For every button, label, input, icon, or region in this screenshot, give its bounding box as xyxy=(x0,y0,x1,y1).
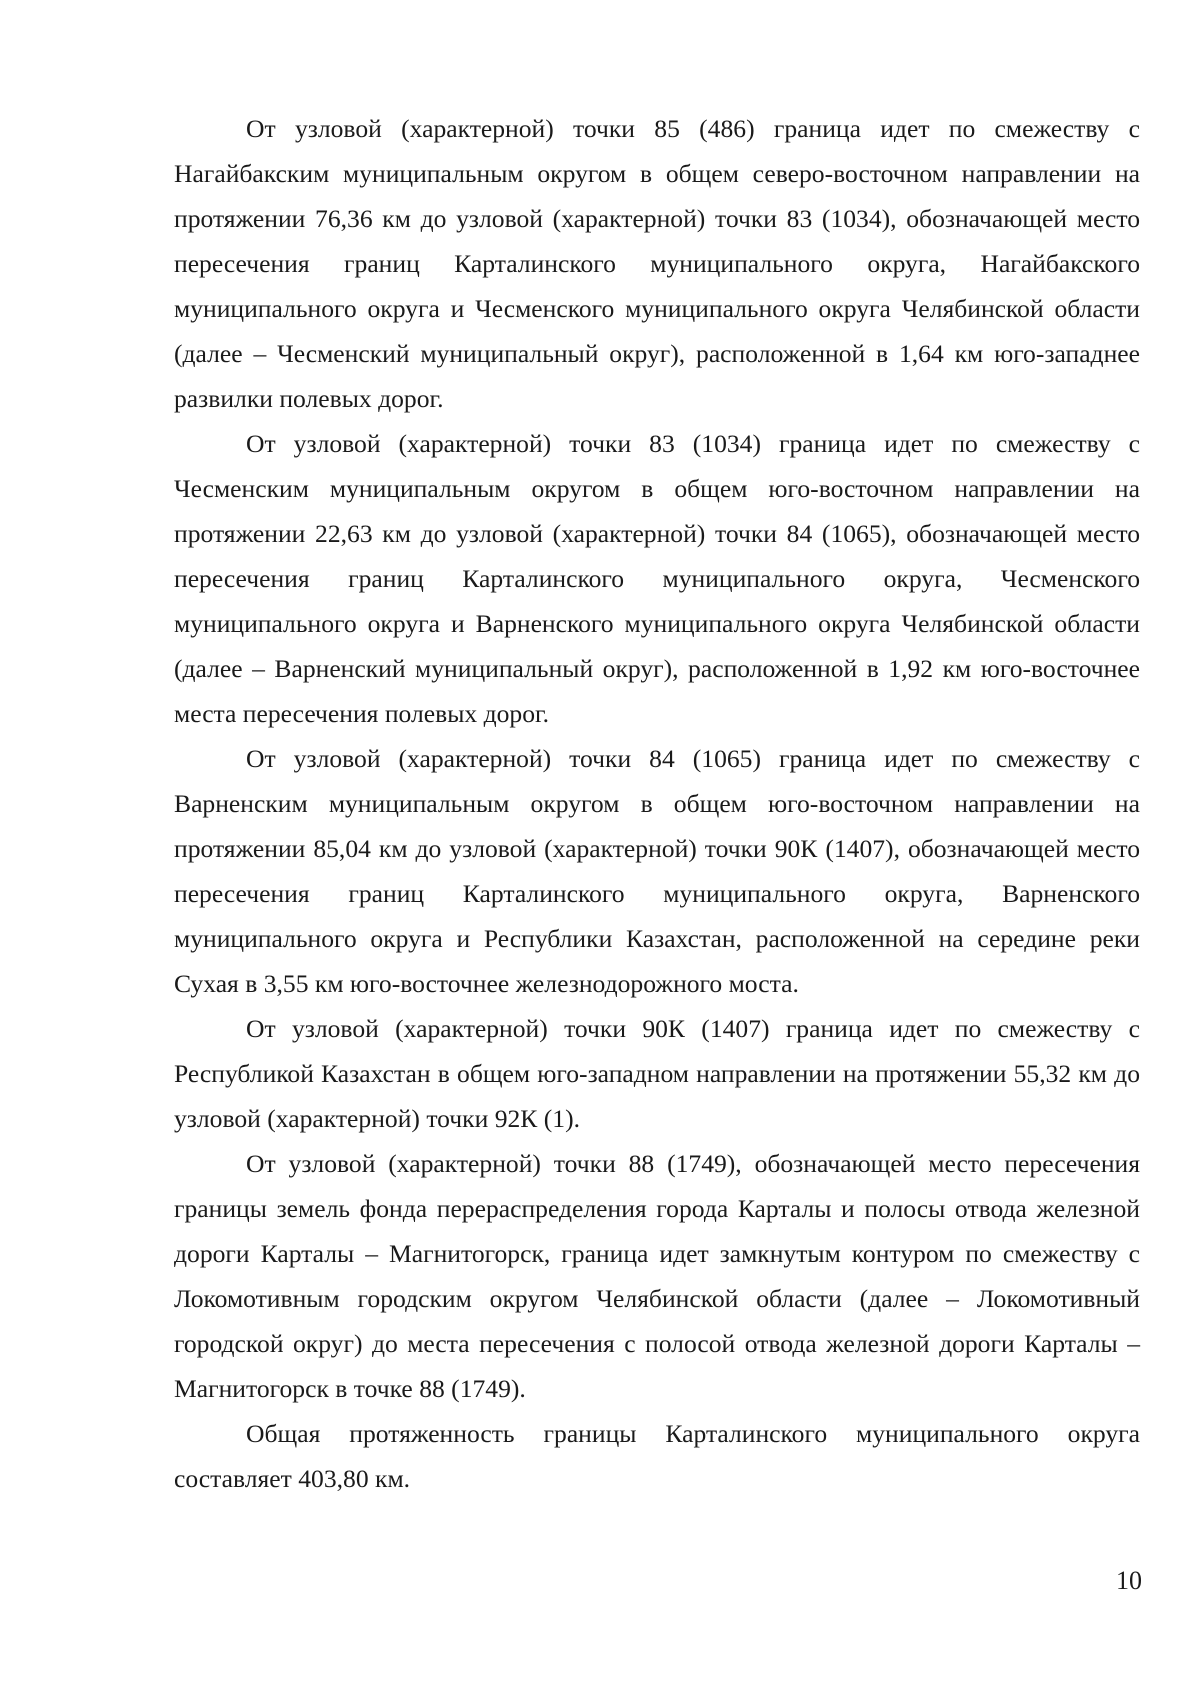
document-body xyxy=(174,106,1140,1501)
paragraph-total-length: Общая протяженность границы Карталинского муниципального округа составляет 403,80 км. xyxy=(174,1419,1140,1493)
paragraph-point-85: От узловой (характерной) точки 85 (486) граница идет по смежеству с Нагайбакским муниципальным округом в общем северо-восточном направлении на протяжении 76,36 км до узловой (характерной) точки 83 (1034), обозначающей место пересечения границ Карталинского муниципального округа, Нагайбакского муниципального округа и Чесменского муниципального округа Челябинской области (далее – Чесменский муниципальный округ), расположенной в 1,64 км юго-западнее развилки полевых дорог. xyxy=(174,114,1140,413)
paragraph-point-90k: От узловой (характерной) точки 90К (1407) граница идет по смежеству с Республикой Казахстан в общем юго-западном направлении на протяжении 55,32 км до узловой (характерной) точки 92К (1). xyxy=(174,1014,1140,1133)
page-number: 10 xyxy=(1116,1566,1142,1595)
paragraph-point-83: От узловой (характерной) точки 83 (1034) граница идет по смежеству с Чесменским муниципальным округом в общем юго-восточном направлении на протяжении 22,63 км до узловой (характерной) точки 84 (1065), обозначающей место пересечения границ Карталинского муниципального округа, Чесменского муниципального округа и Варненского муниципального округа Челябинской области (далее – Варненский муниципальный округ), расположенной в 1,92 км юго-восточнее места пересечения полевых дорог. xyxy=(174,429,1140,728)
paragraph-point-84: От узловой (характерной) точки 84 (1065) граница идет по смежеству с Варненским муниципальным округом в общем юго-восточном направлении на протяжении 85,04 км до узловой (характерной) точки 90К (1407), обозначающей место пересечения границ Карталинского муниципального округа, Варненского муниципального округа и Республики Казахстан, расположенной на середине реки Сухая в 3,55 км юго-восточнее железнодорожного моста. xyxy=(174,744,1140,998)
paragraph-point-88: От узловой (характерной) точки 88 (1749), обозначающей место пересечения границы земель фонда перераспределения города Карталы и полосы отвода железной дороги Карталы – Магнитогорск, граница идет замкнутым контуром по смежеству с Локомотивным городским округом Челябинской области (далее – Локомотивный городской округ) до места пересечения с полосой отвода железной дороги Карталы – Магнитогорск в точке 88 (1749). xyxy=(174,1149,1140,1403)
